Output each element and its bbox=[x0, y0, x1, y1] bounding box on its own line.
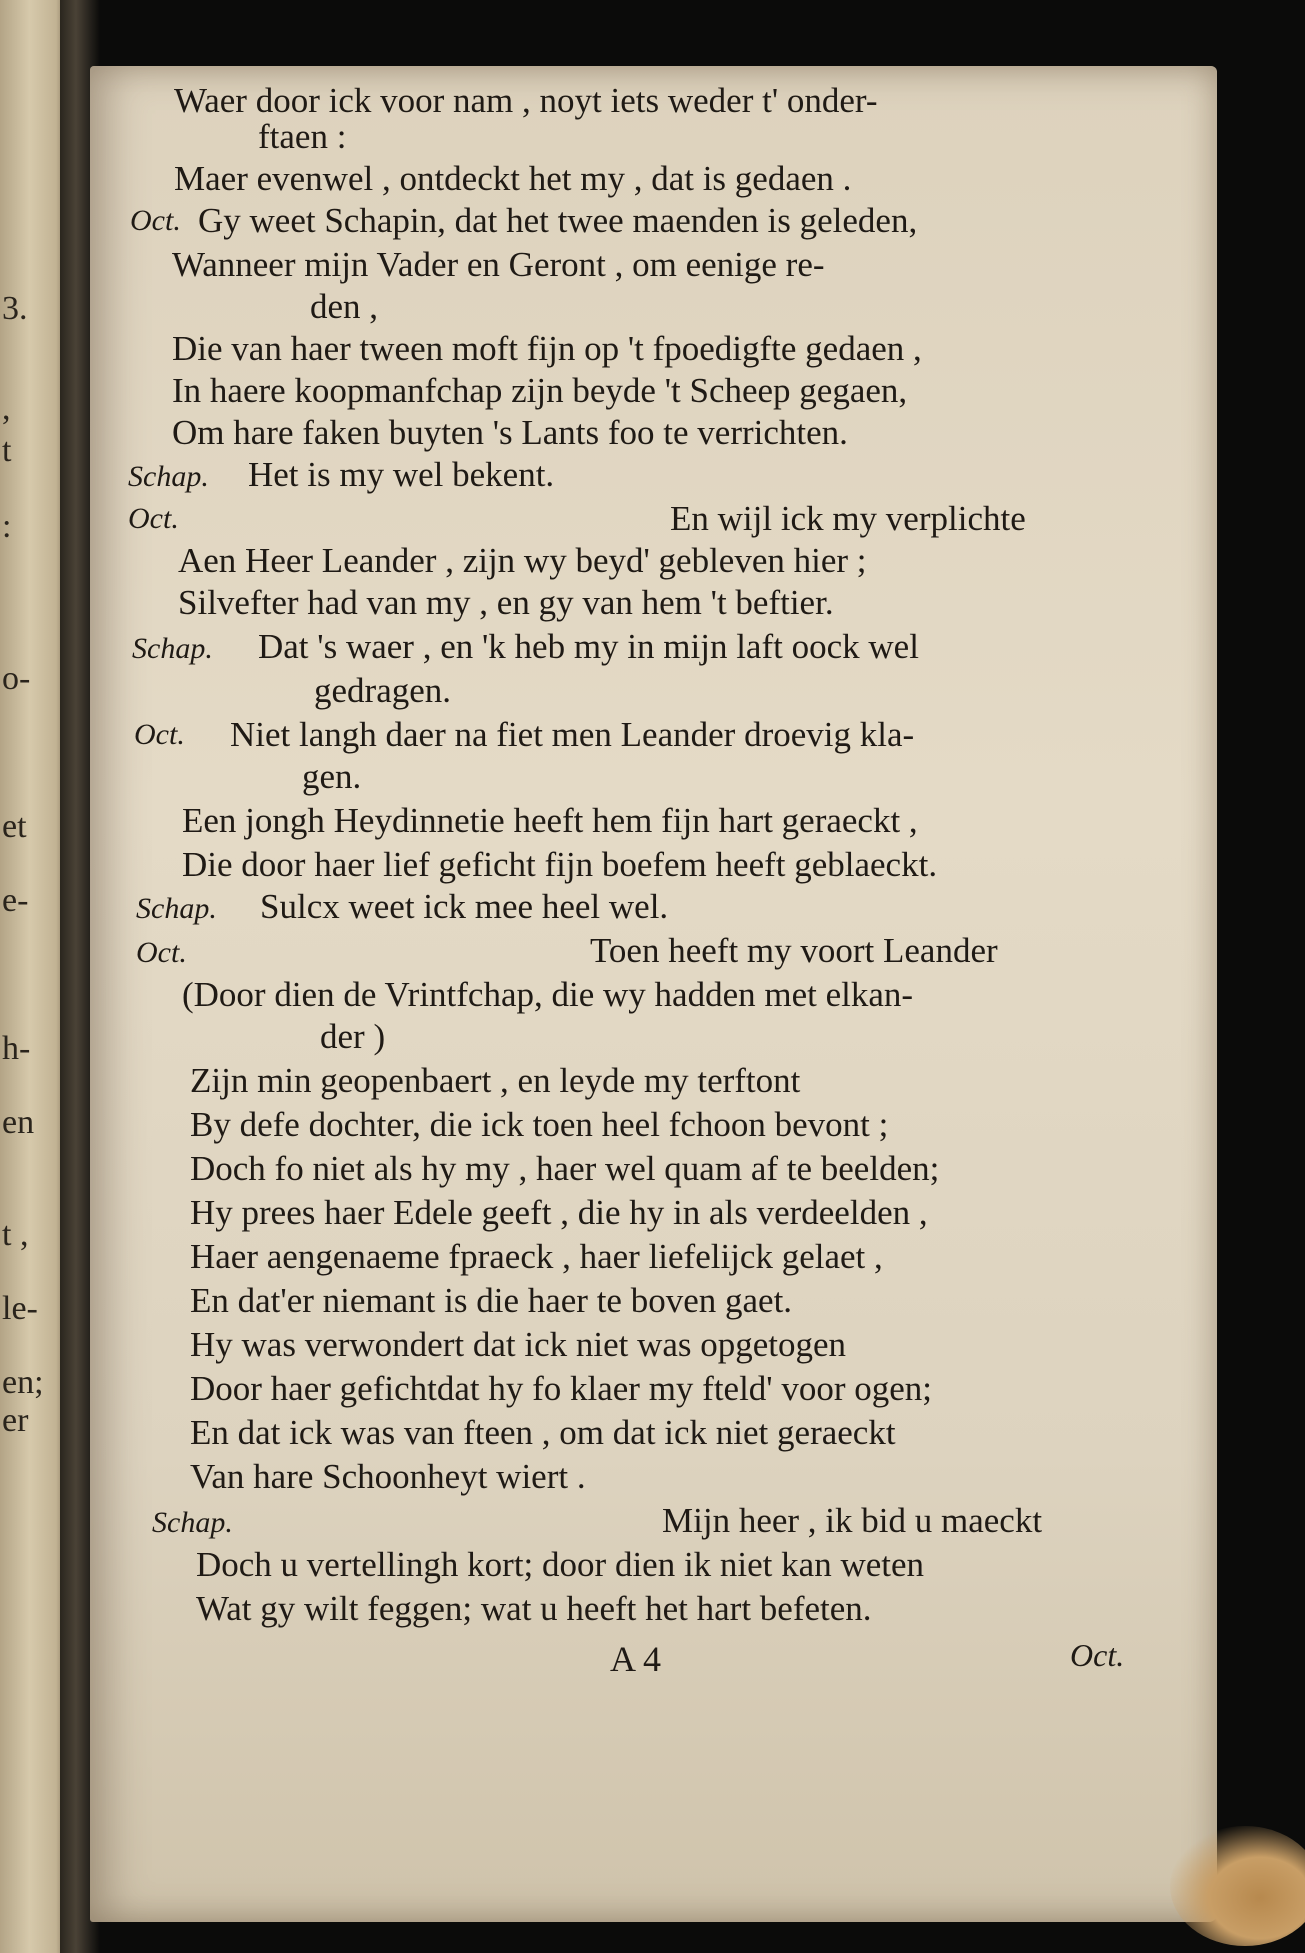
text-line: Maer evenwel , ontdeckt het my , dat is gedaen . bbox=[174, 159, 852, 198]
water-stain bbox=[1170, 1826, 1305, 1946]
text-line: Die van haer tween moft fijn op 't fpoedigfte gedaen , bbox=[172, 329, 922, 368]
text-line: Doch fo niet als hy my , haer wel quam af te beelden; bbox=[190, 1149, 940, 1188]
text-line: En dat'er niemant is die haer te boven gaet. bbox=[190, 1281, 793, 1320]
text-line: der ) bbox=[320, 1017, 386, 1056]
text-line: ftaen : bbox=[258, 117, 347, 156]
text-line: Aen Heer Leander , zijn wy beyd' gebleven hier ; bbox=[178, 541, 867, 580]
speaker-label: Oct. bbox=[128, 502, 179, 535]
speaker-label: Oct. bbox=[130, 204, 181, 237]
text-line: Die door haer lief geficht fijn boefem heeft geblaeckt. bbox=[182, 845, 938, 884]
text-line: Wanneer mijn Vader en Geront , om eenige re- bbox=[172, 245, 825, 284]
text-line: Hy was verwondert dat ick niet was opgetogen bbox=[190, 1325, 847, 1364]
text-line: In haere koopmanfchap zijn beyde 't Scheep gegaen, bbox=[172, 371, 908, 410]
text-line: Mijn heer , ik bid u maeckt bbox=[662, 1501, 1043, 1540]
signature-mark: A 4 bbox=[610, 1639, 662, 1679]
text-line: Hy prees haer Edele geeft , die hy in als verdeelden , bbox=[190, 1193, 928, 1232]
book-page bbox=[90, 66, 1217, 1922]
text-line: gedragen. bbox=[314, 671, 452, 710]
text-line: gen. bbox=[302, 757, 362, 796]
speaker-label: Schap. bbox=[132, 632, 213, 665]
text-line: By defe dochter, die ick toen heel fchoon bevont ; bbox=[190, 1105, 889, 1144]
margin-fragment: e- bbox=[2, 882, 29, 919]
text-line: Het is my wel bekent. bbox=[248, 455, 555, 494]
margin-fragment: en bbox=[2, 1104, 35, 1141]
text-line: Om hare faken buyten 's Lants foo te verrichten. bbox=[172, 413, 848, 452]
margin-fragment: er bbox=[2, 1402, 29, 1439]
previous-page-edge bbox=[0, 0, 66, 1953]
text-line: Dat 's waer , en 'k heb my in mijn laft oock wel bbox=[258, 627, 919, 666]
speaker-label: Schap. bbox=[152, 1506, 233, 1539]
speaker-label: Schap. bbox=[128, 460, 209, 493]
margin-fragment: t , bbox=[2, 1216, 29, 1253]
speaker-label: Oct. bbox=[136, 936, 187, 969]
text-line: Silvefter had van my , en gy van hem 't beftier. bbox=[178, 583, 834, 622]
speaker-label: Schap. bbox=[136, 892, 217, 925]
margin-fragment: o- bbox=[2, 660, 31, 697]
margin-fragment: et bbox=[2, 808, 27, 845]
text-line: Sulcx weet ick mee heel wel. bbox=[260, 887, 669, 926]
speaker-label: Oct. bbox=[134, 718, 185, 751]
text-line: Wat gy wilt feggen; wat u heeft het hart befeten. bbox=[196, 1589, 872, 1628]
text-line: den , bbox=[310, 287, 379, 326]
margin-fragment: 3. bbox=[2, 290, 28, 327]
text-line: Doch u vertellingh kort; door dien ik niet kan weten bbox=[196, 1545, 925, 1584]
text-line: Door haer gefichtdat hy fo klaer my fteld' voor ogen; bbox=[190, 1369, 933, 1408]
margin-fragment: le- bbox=[2, 1290, 38, 1327]
text-line: Gy weet Schapin, dat het twee maenden is geleden, bbox=[198, 201, 918, 240]
margin-fragment: t bbox=[2, 432, 12, 469]
text-line: Niet langh daer na fiet men Leander droevig kla- bbox=[230, 715, 915, 754]
text-line: Een jongh Heydinnetie heeft hem fijn hart geraeckt , bbox=[182, 801, 918, 840]
margin-fragment: h- bbox=[2, 1030, 31, 1067]
catchword: Oct. bbox=[1070, 1637, 1125, 1673]
text-line: Toen heeft my voort Leander bbox=[590, 931, 998, 970]
text-line: En dat ick was van fteen , om dat ick niet geraeckt bbox=[190, 1413, 896, 1452]
text-line: Van hare Schoonheyt wiert . bbox=[190, 1457, 586, 1496]
text-line: Waer door ick voor nam , noyt iets weder t' onder- bbox=[174, 81, 878, 120]
text-line: (Door dien de Vrintfchap, die wy hadden met elkan- bbox=[182, 975, 914, 1014]
margin-fragment: : bbox=[2, 508, 12, 545]
text-line: Haer aengenaeme fpraeck , haer liefelijck gelaet , bbox=[190, 1237, 883, 1276]
text-line: En wijl ick my verplichte bbox=[670, 499, 1026, 538]
text-line: Zijn min geopenbaert , en leyde my terftont bbox=[190, 1061, 801, 1100]
margin-fragment: en; bbox=[2, 1364, 44, 1401]
margin-fragment: , bbox=[2, 390, 11, 427]
